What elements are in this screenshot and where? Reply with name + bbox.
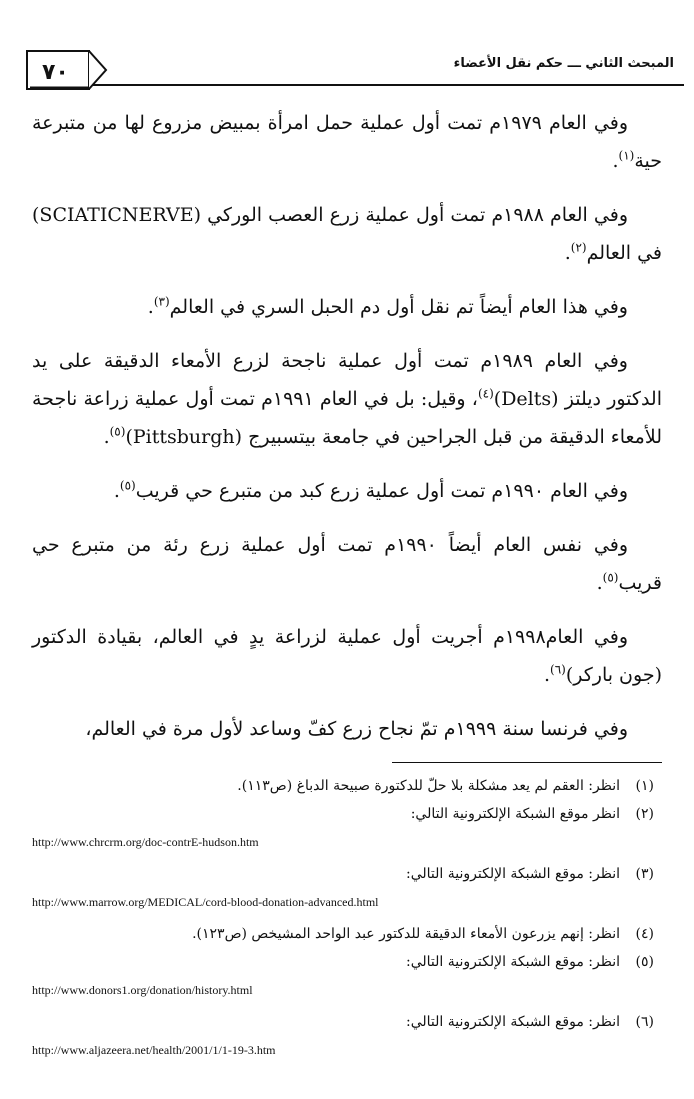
paragraph: وفي العام ١٩٨٨م تمت أول عملية زرع العصب الوركي (SCIATICNERVE) في العالم$^{(٢)}$. (32, 204, 662, 264)
footnote-link[interactable]: http://www.aljazeera.net/health/2001/1/1-19-3.htm (32, 1043, 276, 1057)
footnote-ref: (٥) (119, 478, 136, 493)
page-number: ٧٠ (42, 60, 69, 85)
footnote-item (32, 948, 654, 976)
paragraph: وفي العام١٩٩٨م أجريت أول عملية لزراعة يدٍ في العالم، بقيادة الدكتور (جون باركر)$^{(٦)}$. (32, 626, 662, 686)
footnote-ref: (٥) (602, 570, 619, 585)
footnote-link[interactable]: http://www.donors1.org/donation/history.html (32, 983, 253, 997)
footnote-ref: (١) (618, 148, 635, 163)
paragraph: وفي العام ١٩٩٠م تمت أول عملية زرع كبد من متبرع حي قريب$^{(٥)}$. (113, 478, 628, 502)
footnote-link[interactable]: http://www.marrow.org/MEDICAL/cord-blood-donation-advanced.html (32, 895, 379, 909)
main-text (32, 104, 662, 764)
paragraph: وفي هذا العام أيضاً تم نقل أول دم الحبل السري في العالم$^{(٣)}$. (147, 294, 628, 318)
footnote-number: (٤) (635, 926, 654, 942)
footnote-ref: (٤) (477, 386, 494, 401)
footnote-text: انظر: موقع الشبكة الإلكترونية التالي: (406, 954, 620, 970)
paragraph: وفي فرنسا سنة ١٩٩٩م تمّ نجاح زرع كفّ وساعد لأول مرة في العالم، (85, 718, 628, 740)
footnote-text: انظر: إنهم يزرعون الأمعاء الدقيقة للدكتور عبد الواحد المشيخص (ص١٢٣). (192, 926, 620, 942)
footnote-number: (٥) (635, 954, 654, 970)
footnote-separator (392, 762, 662, 763)
chapter-title: المبحث الثاني ـــ حكم نقل الأعضاء (453, 56, 674, 71)
footnote-number: (٦) (635, 1014, 654, 1030)
footnote-ref: (٢) (570, 240, 587, 255)
footnote-ref: (٣) (153, 294, 170, 309)
footnote-ref: (٥) (109, 424, 126, 439)
footnote-text: انظر موقع الشبكة الإلكترونية التالي: (410, 806, 620, 822)
header-rule (32, 84, 684, 86)
footnote-text: انظر: موقع الشبكة الإلكترونية التالي: (406, 866, 620, 882)
page-number-box (26, 50, 108, 94)
footnote-item (32, 800, 654, 828)
paragraph: وفي العام ١٩٧٩م تمت أول عملية حمل امرأة بمبيض مزروع لها من متبرعة حية$^{(١)}$. (32, 112, 662, 172)
paragraph: وفي نفس العام أيضاً ١٩٩٠م تمت أول عملية زرع رئة من متبرع حي قريب$^{(٥)}$. (32, 534, 662, 594)
footnote-item (32, 1008, 654, 1036)
footnote-item (32, 772, 654, 800)
page-header (0, 0, 694, 100)
footnote-number: (١) (635, 778, 654, 794)
footnote-number: (٢) (635, 806, 654, 822)
footnote-number: (٣) (635, 866, 654, 882)
footnote-ref: (٦) (550, 662, 566, 677)
footnote-link[interactable]: http://www.chrcrm.org/doc-contrE-hudson.htm (32, 835, 259, 849)
footnote-text: انظر: العقم لم يعد مشكلة بلا حلّ للدكتورة صبيحة الدباغ (ص١١٣). (237, 778, 620, 794)
footnotes (32, 772, 654, 1068)
paragraph: وفي العام ١٩٨٩م تمت أول عملية ناجحة لزرع الأمعاء الدقيقة على يد الدكتور ديلتز (Delts)$^{(٤)}$، وقيل: بل في العام ١٩٩١م تمت أول عملية زراعة ناجحة للأمعاء الدقيقة من قبل الجراحين في جامعة بيتسبيرج (Pittsburgh)$^{(٥)}$. (32, 350, 662, 448)
footnote-text: انظر: موقع الشبكة الإلكترونية التالي: (406, 1014, 620, 1030)
footnote-item (32, 860, 654, 888)
footnote-item (32, 920, 654, 948)
